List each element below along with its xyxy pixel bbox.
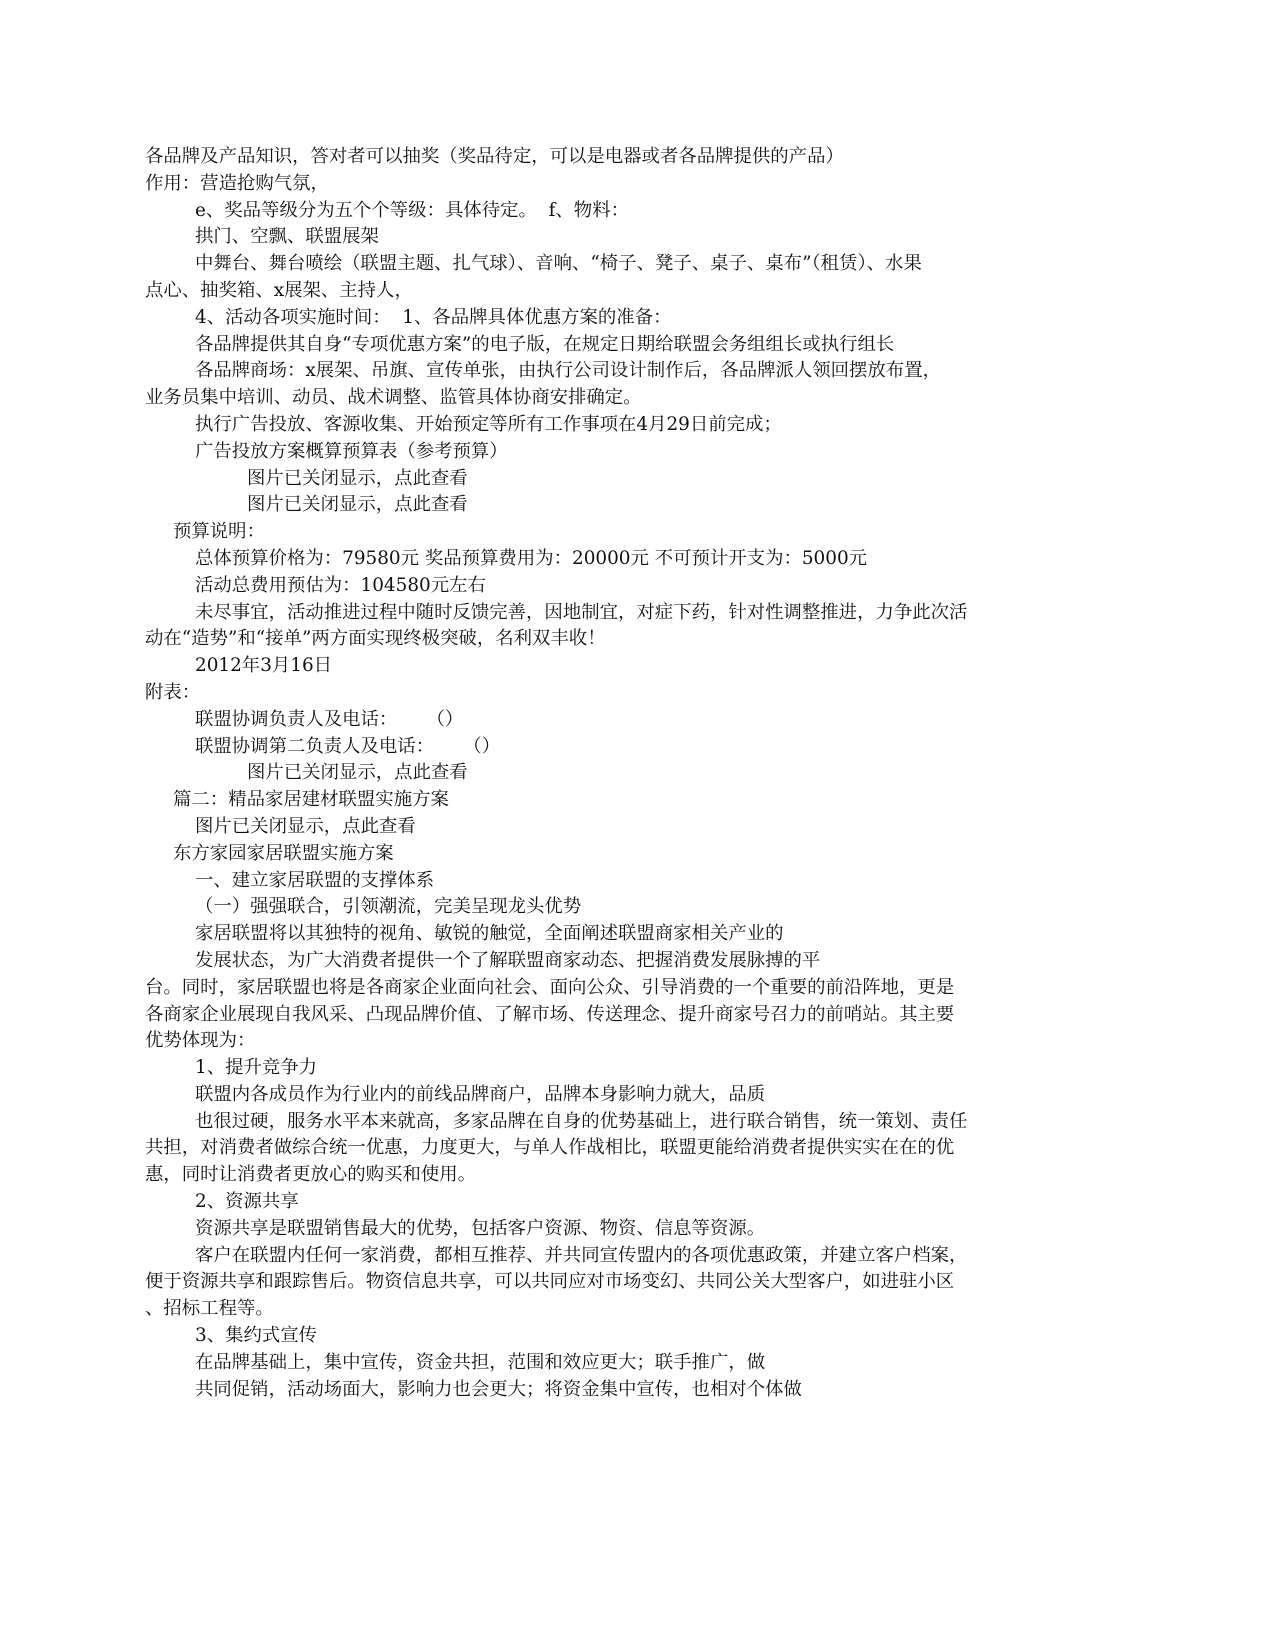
text-line: 3、集约式宣传 bbox=[195, 1325, 318, 1347]
text-line: 各品牌商场：x展架、吊旗、宣传单张，由执行公司设计制作后，各品牌派人领回摆放布置， bbox=[195, 360, 941, 382]
text-line: 便于资源共享和跟踪售后。物资信息共享，可以共同应对市场变幻、共同公关大型客户，如进驻小区 bbox=[145, 1271, 955, 1293]
text-line: 联盟协调负责人及电话： （） bbox=[195, 708, 464, 730]
text-line: 动在“造势”和“接单”两方面实现终极突破，名利双丰收！ bbox=[145, 628, 606, 650]
text-line: 联盟内各成员作为行业内的前线品牌商户，品牌本身影响力就大，品质 bbox=[195, 1083, 766, 1105]
text-line: 各商家企业展现自我风采、凸现品牌价值、了解市场、传送理念、提升商家号召力的前哨站。其主要 bbox=[145, 1003, 955, 1025]
text-line: 一、建立家居联盟的支撑体系 bbox=[195, 869, 435, 891]
text-line: 优势体现为： bbox=[145, 1030, 256, 1052]
image-placeholder-link[interactable]: 图片已关闭显示，点此查看 bbox=[247, 467, 468, 489]
text-line: 1、提升竞争力 bbox=[195, 1057, 318, 1079]
text-line: 作用：营造抢购气氛， bbox=[145, 172, 329, 194]
text-line: 共担，对消费者做综合统一优惠，力度更大，与单人作战相比，联盟更能给消费者提供实实在在的优 bbox=[145, 1137, 955, 1159]
text-line: 家居联盟将以其独特的视角、敏锐的触觉，全面阐述联盟商家相关产业的 bbox=[195, 923, 784, 945]
image-placeholder-link[interactable]: 图片已关闭显示，点此查看 bbox=[247, 762, 468, 784]
text-line: 附表： bbox=[145, 681, 201, 703]
text-line: 点心、抽奖箱、x展架、主持人， bbox=[145, 279, 413, 301]
text-line: 客户在联盟内任何一家消费，都相互推荐、并共同宣传盟内的各项优惠政策，并建立客户档案， bbox=[195, 1244, 968, 1266]
text-line: 业务员集中培训、动员、战术调整、监管具体协商安排确定。 bbox=[145, 387, 642, 409]
text-line: 、招标工程等。 bbox=[145, 1298, 274, 1320]
text-line: 执行广告投放、客源收集、开始预定等所有工作事项在4月29日前完成； bbox=[195, 413, 782, 435]
text-line: 预算说明： bbox=[173, 521, 265, 543]
text-line: 发展状态，为广大消费者提供一个了解联盟商家动态、把握消费发展脉搏的平 bbox=[195, 949, 821, 971]
text-line: 惠，同时让消费者更放心的购买和使用。 bbox=[145, 1164, 477, 1186]
text-line: 活动总费用预估为：104580元左右 bbox=[195, 574, 486, 596]
text-line: 在品牌基础上，集中宣传，资金共担，范围和效应更大；联手推广，做 bbox=[195, 1351, 766, 1373]
text-line: 共同促销，活动场面大，影响力也会更大；将资金集中宣传，也相对个体做 bbox=[195, 1378, 802, 1400]
text-line: 各品牌提供其自身“专项优惠方案”的电子版，在规定日期给联盟会务组组长或执行组长 bbox=[195, 333, 895, 355]
text-line: （一）强强联合，引领潮流，完美呈现龙头优势 bbox=[195, 896, 582, 918]
text-line: 东方家园家居联盟实施方案 bbox=[173, 842, 394, 864]
text-line: 2、资源共享 bbox=[195, 1191, 299, 1213]
text-line: 广告投放方案概算预算表（参考预算） bbox=[195, 440, 508, 462]
text-line: 各品牌及产品知识，答对者可以抽奖（奖品待定，可以是电器或者各品牌提供的产品） bbox=[145, 146, 844, 167]
document-body bbox=[145, 144, 1105, 1403]
text-line: e、奖品等级分为五个个等级：具体待定。 f、物料： bbox=[195, 199, 629, 221]
text-line: 也很过硬，服务水平本来就高，多家品牌在自身的优势基础上，进行联合销售，统一策划、责任 bbox=[195, 1110, 968, 1132]
text-line: 联盟协调第二负责人及电话： （） bbox=[195, 735, 501, 757]
text-line: 总体预算价格为：79580元 奖品预算费用为：20000元 不可预计开支为：5000元 bbox=[195, 547, 868, 569]
text-line: 未尽事宜，活动推进过程中随时反馈完善，因地制宜，对症下药，针对性调整推进，力争此次活 bbox=[195, 601, 968, 623]
text-line: 篇二：精品家居建材联盟实施方案 bbox=[173, 789, 449, 811]
text-line: 2012年3月16日 bbox=[195, 655, 333, 677]
text-line: 资源共享是联盟销售最大的优势，包括客户资源、物资、信息等资源。 bbox=[195, 1217, 766, 1239]
text-line: 台。同时，家居联盟也将是各商家企业面向社会、面向公众、引导消费的一个重要的前沿阵地，更是 bbox=[145, 976, 955, 998]
text-line: 4、活动各项实施时间： 1、各品牌具体优惠方案的准备： bbox=[195, 306, 672, 328]
image-placeholder-link[interactable]: 图片已关闭显示，点此查看 bbox=[195, 815, 416, 837]
image-placeholder-link[interactable]: 图片已关闭显示，点此查看 bbox=[247, 494, 468, 516]
text-line: 中舞台、舞台喷绘（联盟主题、扎气球）、音响、“椅子、凳子、桌子、桌布”（租赁）、水果 bbox=[195, 253, 922, 275]
text-line: 拱门、空飘、联盟展架 bbox=[195, 226, 379, 248]
